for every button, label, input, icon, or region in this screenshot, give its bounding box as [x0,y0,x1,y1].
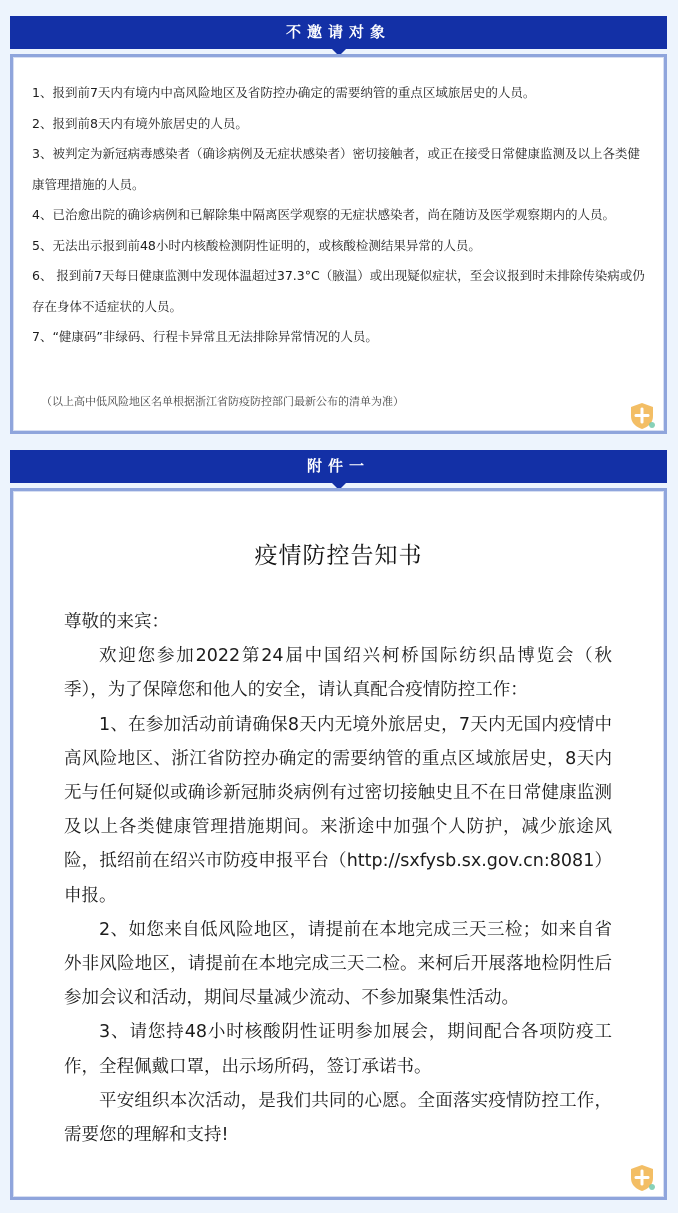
list-item: 3、被判定为新冠病毒感染者（确诊病例及无症状感染者）密切接触者，或正在接受日常健康监测及以上各类健康管理措施的人员。 [32,146,640,192]
section-banner-attachment [10,450,667,483]
shield-plus-icon [628,401,656,431]
list-item: 6、 报到前7天每日健康监测中发现体温超过37.3°C（腋温）或出现疑似症状，至会议报到时未排除传染病或仍存在身体不适症状的人员。 [32,268,645,314]
list-item: 1、报到前7天内有境内中高风险地区及省防控办确定的需要纳管的重点区域旅居史的人员。 [32,85,536,100]
notice-title: 疫情防控告知书 [254,543,423,569]
notice-paragraph: 3、请您持48小时核酸阴性证明参加展会，期间配合各项防疫工作，全程佩戴口罩，出示场所码，签订承诺书。 [64,1022,612,1077]
list-item: 5、无法出示报到前48小时内核酸检测阴性证明的，或核酸检测结果异常的人员。 [32,237,481,253]
section-title: 不邀请对象 [285,23,391,41]
shield-plus-icon [628,1163,656,1193]
notice-paragraph: 欢迎您参加2022第24届中国绍兴柯桥国际纺织品博览会（秋季），为了保障您和他人的安全，请认真配合疫情防控工作： [64,646,612,701]
section-title: 附件一 [306,457,370,475]
not-invited-list [32,78,648,353]
risk-area-note: （以上高中低风险地区名单根据浙江省防疫防控部门最新公布的清单为准） [41,395,404,408]
notice-paragraph: 平安组织本次活动，是我们共同的心愿。全面落实疫情防控工作，需要您的理解和支持! [64,1090,612,1146]
notice-body [64,605,612,1152]
notice-paragraph: 2、如您来自低风险地区，请提前在本地完成三天三检；如来自省外非风险地区，请提前在本地完成三天二检。来柯后开展落地检阴性后参加会议和活动，期间尽量减少流动、不参加聚集性活动。 [64,919,612,1009]
section-banner-not-invited [10,16,667,49]
notice-panel [10,488,667,1200]
not-invited-panel [10,54,667,434]
list-item: 7、“健康码”非绿码、行程卡异常且无法排除异常情况的人员。 [32,329,378,344]
list-item: 2、报到前8天内有境外旅居史的人员。 [32,115,248,131]
list-item: 4、已治愈出院的确诊病例和已解除集中隔离医学观察的无症状感染者，尚在随访及医学观察期内的人员。 [32,207,615,222]
notice-paragraph: 1、在参加活动前请确保8天内无境外旅居史，7天内无国内疫情中高风险地区、浙江省防控办确定的需要纳管的重点区域旅居史，8天内无与任何疑似或确诊新冠肺炎病例有过密切接触史且不在日常健康监测及以上各类健康管理措施期间。来浙途中加强个人防护，减少旅途风险，抵绍前在绍兴市防疫申报平台（http://sxfysb.sx.gov.cn:8081）申报。 [64,714,612,906]
salutation: 尊敬的来宾： [64,612,169,632]
